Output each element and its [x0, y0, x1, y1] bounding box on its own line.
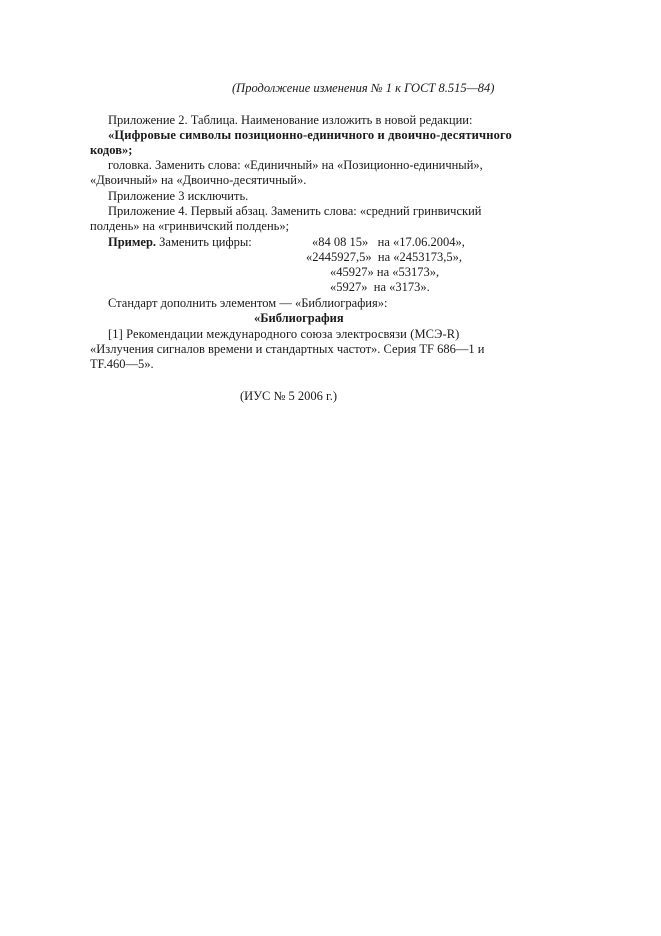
example-label-text: Заменить цифры: — [156, 235, 252, 249]
appendix-4-line-2: полдень» на «гринвичский полдень»; — [90, 219, 290, 233]
new-title-line-1: «Цифровые символы позиционно-единичного и двоично-десятичного — [108, 128, 512, 142]
heading-replace-line-1: головка. Заменить слова: «Единичный» на «Позиционно-единичный», — [108, 158, 483, 172]
example-label — [108, 234, 252, 250]
replacement-2: «2445927,5» на «2453173,5», — [306, 250, 462, 264]
replacement-1: «84 08 15» на «17.06.2004», — [312, 235, 465, 249]
standard-addition: Стандарт дополнить элементом — «Библиография»: — [108, 296, 388, 310]
example-label-bold: Пример. — [108, 235, 157, 249]
bibliography-title: «Библиография — [254, 311, 344, 325]
bibliography-entry-line-3: TF.460—5». — [90, 357, 154, 371]
new-title-line-2: кодов»; — [90, 143, 133, 157]
heading-replace-line-2: «Двоичный» на «Двоично-десятичный». — [90, 173, 307, 187]
paragraph-appendix-3: Приложение 3 исключить. — [108, 189, 249, 203]
replacement-3: «45927» на «53173», — [330, 265, 440, 279]
bibliography-entry-line-2: «Излучения сигналов времени и стандартных частот». Серия TF 686—1 и — [90, 342, 485, 356]
replacement-4: «5927» на «3173». — [330, 280, 430, 294]
ius-reference: (ИУС № 5 2006 г.) — [240, 389, 338, 403]
page-header: (Продолжение изменения № 1 к ГОСТ 8.515—84) — [232, 81, 495, 95]
bibliography-entry-line-1: [1] Рекомендации международного союза электросвязи (МСЭ-R) — [108, 327, 460, 341]
paragraph-appendix-2: Приложение 2. Таблица. Наименование изложить в новой редакции: — [108, 113, 473, 127]
appendix-4-line-1: Приложение 4. Первый абзац. Заменить слова: «средний гринвичский — [108, 204, 482, 218]
